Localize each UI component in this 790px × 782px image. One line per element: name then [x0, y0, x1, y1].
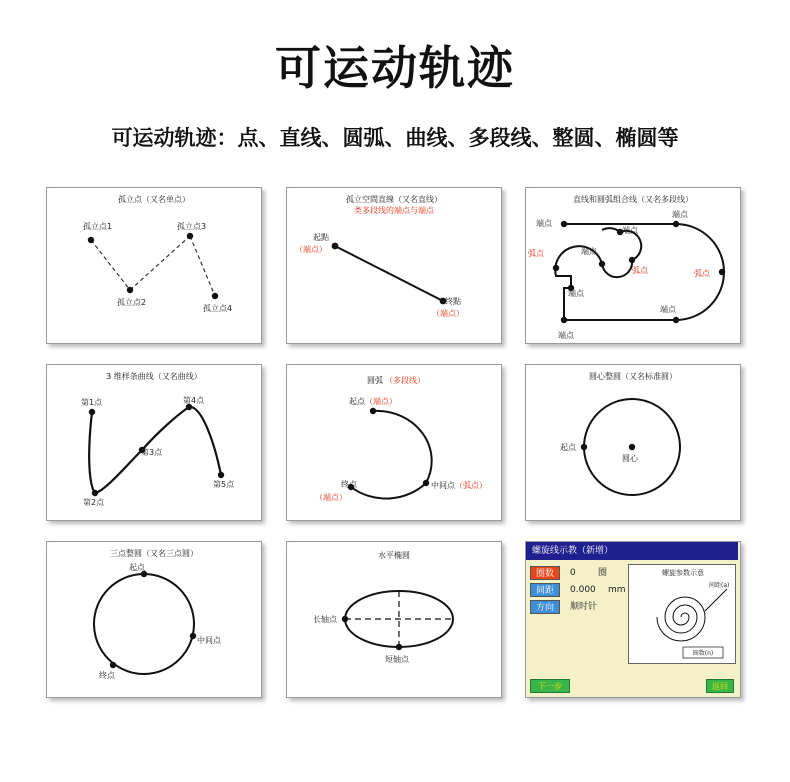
arc-label: 弧点	[528, 249, 544, 258]
turns-unit: 圈	[598, 568, 608, 578]
mid-label: 中间点	[431, 481, 455, 490]
mid-tag: （弧点）	[455, 481, 487, 490]
turns-button[interactable]: 圈数	[530, 566, 560, 580]
spiral-diagram-title: 螺旋参数示意	[662, 569, 704, 577]
panel-note: 类多段线的端点与端点	[354, 206, 434, 215]
panel-title: 圆弧	[367, 376, 383, 385]
panel-title: 孤立空間直線（又名直线）	[346, 195, 442, 204]
endpoint-label: 端点	[536, 219, 552, 228]
start-label: 起点	[349, 397, 365, 406]
endpoint-label: 端点	[558, 331, 574, 340]
pitch-button[interactable]: 间距	[530, 583, 560, 597]
point-2	[127, 287, 133, 293]
point-4	[212, 293, 218, 299]
endpoint-label: 端点	[581, 247, 597, 256]
panel-ellipse	[286, 541, 502, 698]
start-label: 起点	[129, 563, 145, 572]
center-circle-diagram	[526, 365, 740, 520]
start-label: 起點	[313, 233, 329, 242]
short-axis-label: 短轴点	[385, 655, 409, 664]
point-1-label: 孤立点1	[83, 222, 113, 231]
panel-three-point-circle	[46, 541, 262, 698]
panel-arc	[286, 364, 502, 521]
next-button[interactable]: 下一步	[530, 679, 570, 693]
endpoint-label: 端点	[568, 289, 584, 298]
center-label: 圆心	[622, 454, 638, 463]
panel-straight-line	[286, 187, 502, 344]
page-title: 可运动轨迹	[275, 41, 515, 95]
panel-center-circle	[525, 364, 741, 521]
panel-title-tag: （多段线）	[385, 376, 425, 385]
spiral-diagram	[628, 564, 736, 664]
pitch-value: 0.000	[570, 585, 596, 595]
spline-point-2-label: 第2点	[83, 498, 105, 507]
endpoint-label: 端点	[660, 305, 676, 314]
arc-label: 弧点	[632, 266, 648, 275]
spiral-icon	[629, 565, 735, 663]
isolated-points-diagram	[47, 188, 261, 343]
ellipse-diagram	[287, 542, 501, 697]
spline-point-4-label: 第4点	[183, 396, 205, 405]
panel-spiral	[525, 541, 741, 698]
end-tag: （端点）	[432, 309, 464, 318]
spiral-count-label: 圈数(n)	[692, 650, 714, 657]
spline-point-5-label: 第5点	[213, 480, 235, 489]
page-subtitle: 可运动轨迹：点、直线、圆弧、曲线、多段线、整圆、椭圆等	[111, 126, 679, 150]
spline-diagram	[47, 365, 261, 520]
endpoint-label: 端点	[672, 210, 688, 219]
panel-title: 圆心整圆（又名标准圆）	[589, 372, 677, 381]
panel-title: 3 维样条曲线（又名曲线）	[106, 372, 202, 381]
end-label: 终点	[99, 671, 115, 680]
start-tag: （端点）	[365, 397, 397, 406]
arc-label: 弧点	[694, 269, 710, 278]
three-point-circle-diagram	[47, 542, 261, 697]
point-3	[187, 233, 193, 239]
start-tag: （端点）	[295, 245, 327, 254]
straight-line-diagram	[287, 188, 501, 343]
polyline-diagram	[526, 188, 740, 343]
direction-button[interactable]: 方向	[530, 600, 560, 614]
start-point	[332, 243, 339, 250]
point-3-label: 孤立点3	[177, 222, 207, 231]
arc-diagram	[287, 365, 501, 520]
panel-title: 孤立点（又名单点）	[118, 195, 190, 204]
turns-value: 0	[570, 568, 576, 578]
panel-isolated-points	[46, 187, 262, 344]
start-label: 起点	[560, 443, 576, 452]
point-2-label: 孤立点2	[117, 298, 147, 307]
spline-point-3-label: 第3点	[141, 448, 163, 457]
end-label: 终點	[445, 297, 461, 306]
endpoint-label: 端点	[622, 226, 638, 235]
long-axis-label: 长轴点	[313, 615, 337, 624]
panel-spline	[46, 364, 262, 521]
point-4-label: 孤立点4	[203, 304, 233, 313]
spiral-header: 螺旋线示教（新增）	[526, 542, 738, 560]
panel-title: 直线和圆弧组合线（又名多段线）	[573, 195, 693, 204]
end-tag: （端点）	[315, 493, 347, 502]
panel-polyline	[525, 187, 741, 344]
pitch-unit: mm	[608, 585, 626, 595]
spiral-pitch-label: 间距(a)	[709, 582, 730, 589]
direction-value: 顺时针	[570, 602, 598, 612]
point-1	[88, 237, 94, 243]
back-button[interactable]: 返回	[706, 679, 734, 693]
panel-title: 三点整圆（又名三点圆）	[110, 549, 198, 558]
panel-title: 水平椭圆	[378, 551, 410, 560]
spline-point-1-label: 第1点	[81, 398, 103, 407]
mid-label: 中间点	[197, 636, 221, 645]
end-label: 终点	[341, 480, 357, 489]
